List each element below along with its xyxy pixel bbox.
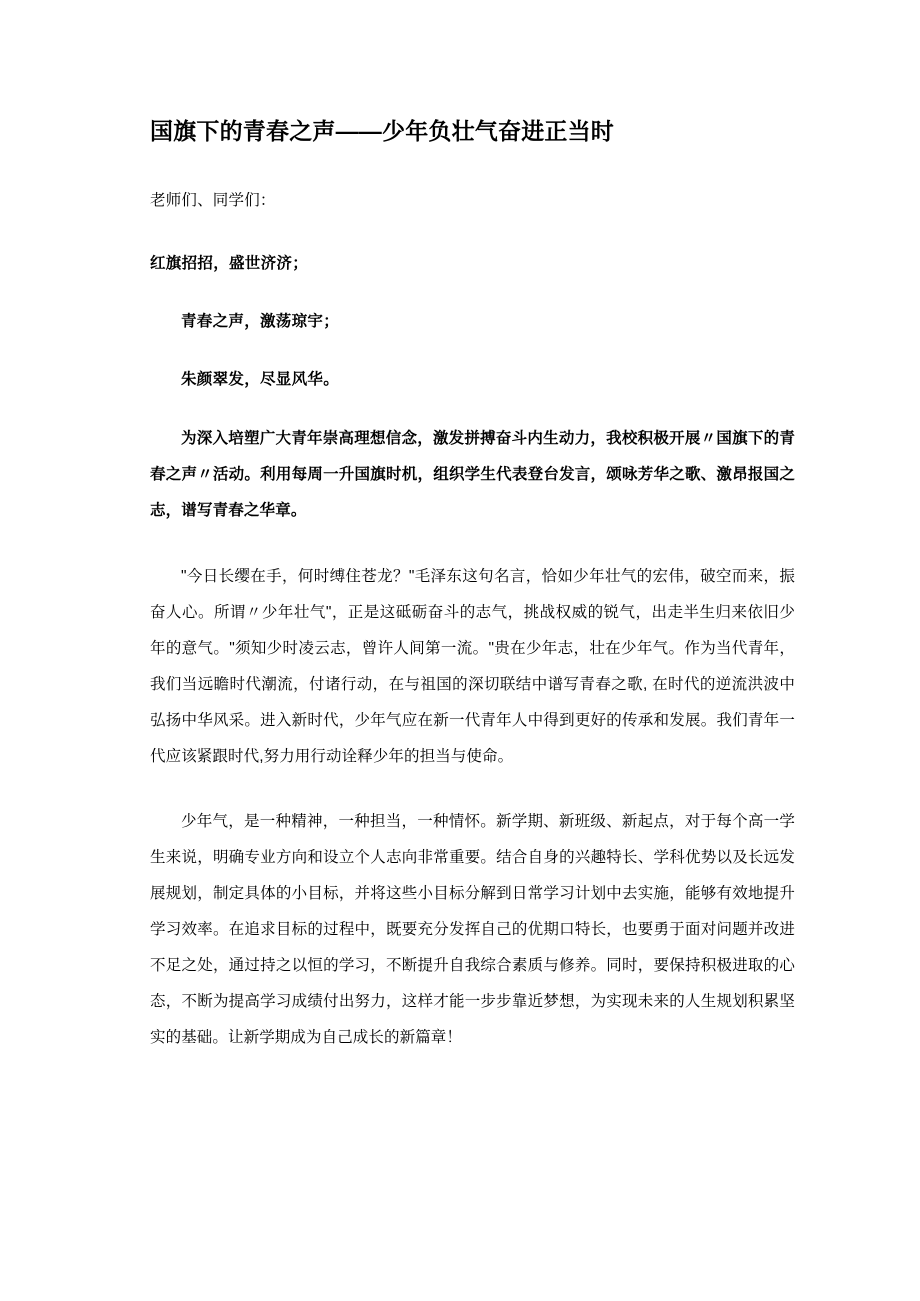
document-body xyxy=(150,0,795,1056)
salutation-line: 老师们、同学们： xyxy=(150,192,276,209)
verse-line-1: 红旗招招，盛世济济； xyxy=(150,255,309,272)
body-paragraph-2: 少年气，是一种精神，一种担当，一种情怀。新学期、新班级、新起点，对于每个高一学生来说，明确专业方向和设立个人志向非常重要。结合自身的兴趣特长、学科优势以及长远发展规划，制定具体的小目标，并将这些小目标分解到日常学习计划中去实施，能够有效地提升学习效率。在追求目标的过程中，既要充分发挥自己的优期口特长，也要勇于面对问题并改进不足之处，通过持之以恒的学习，不断提升自我综合素质与修养。同时，要保持积极进取的心态，不断为提高学习成绩付出努力，这样才能一步步靠近梦想，为实现未来的人生规划积累坚实的基础。让新学期成为自己成长的新篇章！ xyxy=(150,813,795,1046)
page-title: 国旗下的青春之声——少年负壮气奋进正当时 xyxy=(150,118,614,144)
lead-paragraph: 为深入培塑广大青年崇高理想信念，激发拼搏奋斗内生动力，我校积极开展〃国旗下的青春之声〃活动。利用每周一升国旗时机，组织学生代表登台发言，颂咏芳华之歌、激昂报国之志，谱写青春之华章。 xyxy=(150,430,795,519)
body-paragraph-1: "今日长缨在手，何时缚住苍龙？"毛泽东这句名言，恰如少年壮气的宏伟，破空而来，振奋人心。所谓〃少年壮气"，正是这砥砺奋斗的志气，挑战权威的锐气，出走半生归来依旧少年的意气。"须知少时凌云志，曾许人间第一流。"贵在少年志，壮在少年气。作为当代青年，我们当远瞻时代潮流，付诸行动，在与祖国的深切联结中谱写青春之歌, 在时代的逆流洪波中弘扬中华风采。进入新时代，少年气应在新一代青年人中得到更好的传承和发展。我们青年一代应该紧跟时代,努力用行动诠释少年的担当与使命。 xyxy=(150,568,795,765)
verse-line-3: 朱颜翠发，尽显风华。 xyxy=(181,371,340,388)
verse-line-2: 青春之声，激荡琼宇； xyxy=(181,313,340,330)
